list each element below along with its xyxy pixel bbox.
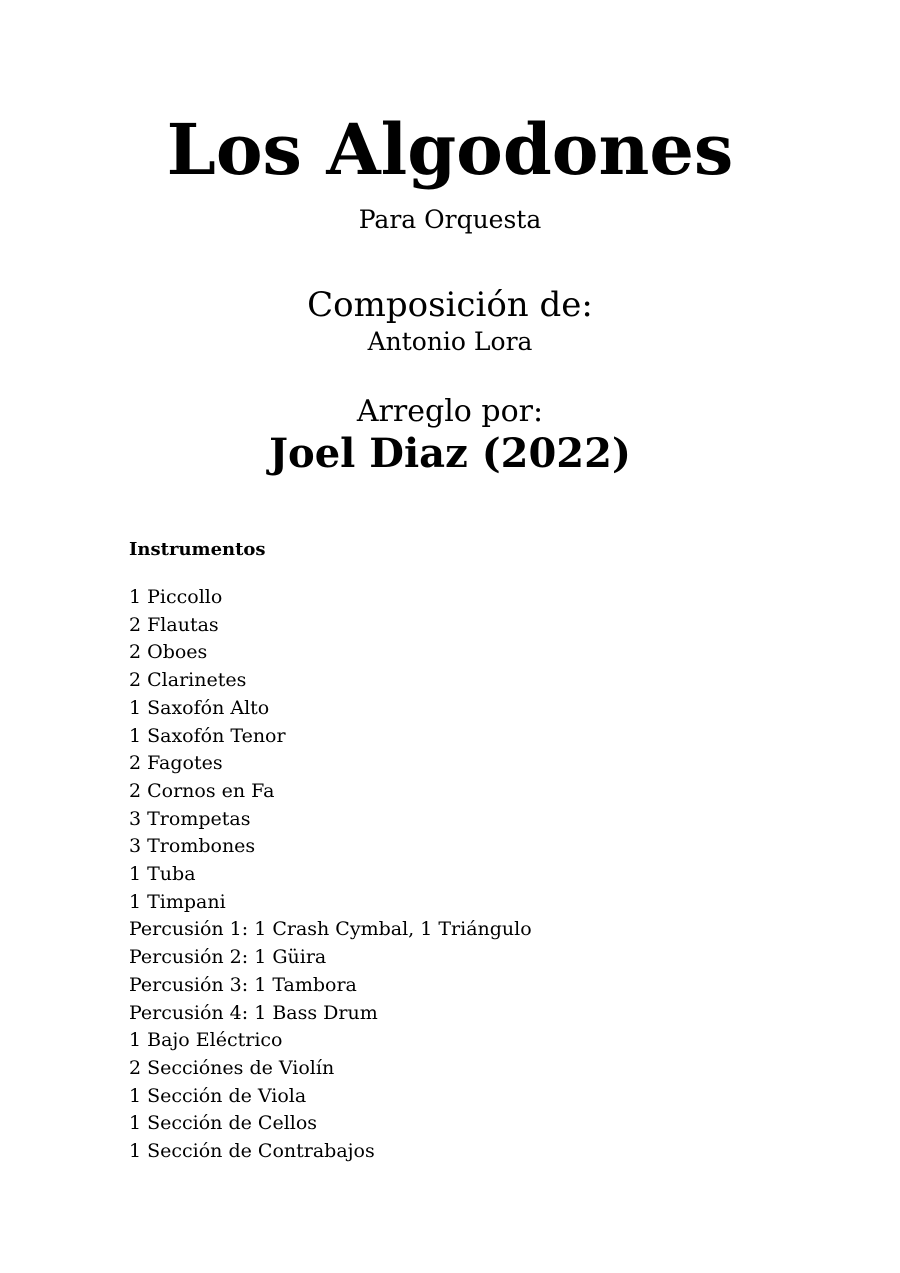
instrument-item: 3 Trompetas — [129, 807, 251, 830]
instrument-item: 1 Sección de Cellos — [129, 1112, 318, 1135]
instrument-item: 3 Trombones — [129, 835, 256, 858]
instrument-item: Percusión 4: 1 Bass Drum — [129, 1001, 378, 1024]
instrument-item: 1 Sección de Contrabajos — [129, 1140, 375, 1163]
instrument-item: 1 Sección de Viola — [129, 1084, 307, 1107]
instrument-item: 1 Timpani — [129, 890, 226, 913]
instrument-item: Percusión 2: 1 Güira — [129, 946, 327, 969]
instrument-item: 2 Secciónes de Violín — [129, 1056, 335, 1079]
instrument-item: 1 Tuba — [129, 863, 196, 886]
instrument-item: 2 Fagotes — [129, 752, 223, 775]
instruments-heading: Instrumentos — [129, 539, 266, 560]
composer-name: Antonio Lora — [367, 327, 533, 356]
arrangement-label: Arreglo por: — [356, 394, 544, 429]
instrument-item: 1 Bajo Eléctrico — [129, 1029, 283, 1052]
instrument-item: 2 Cornos en Fa — [129, 779, 275, 802]
arranger-name: Joel Diaz (2022) — [269, 430, 631, 477]
instrument-item: 2 Oboes — [129, 641, 208, 664]
instrument-item: 1 Saxofón Alto — [129, 696, 270, 719]
instruments-list — [129, 584, 532, 1166]
instrument-item: Percusión 3: 1 Tambora — [129, 973, 357, 996]
subtitle: Para Orquesta — [358, 205, 542, 234]
instrument-item: 1 Saxofón Tenor — [129, 724, 286, 747]
instrument-item: Percusión 1: 1 Crash Cymbal, 1 Triángulo — [129, 918, 532, 941]
composition-label: Composición de: — [307, 285, 593, 325]
page-title: Los Algodones — [166, 108, 734, 191]
instrument-item: 1 Piccollo — [129, 586, 223, 608]
instrument-item: 2 Flautas — [129, 613, 219, 636]
instrument-item: 2 Clarinetes — [129, 669, 247, 692]
